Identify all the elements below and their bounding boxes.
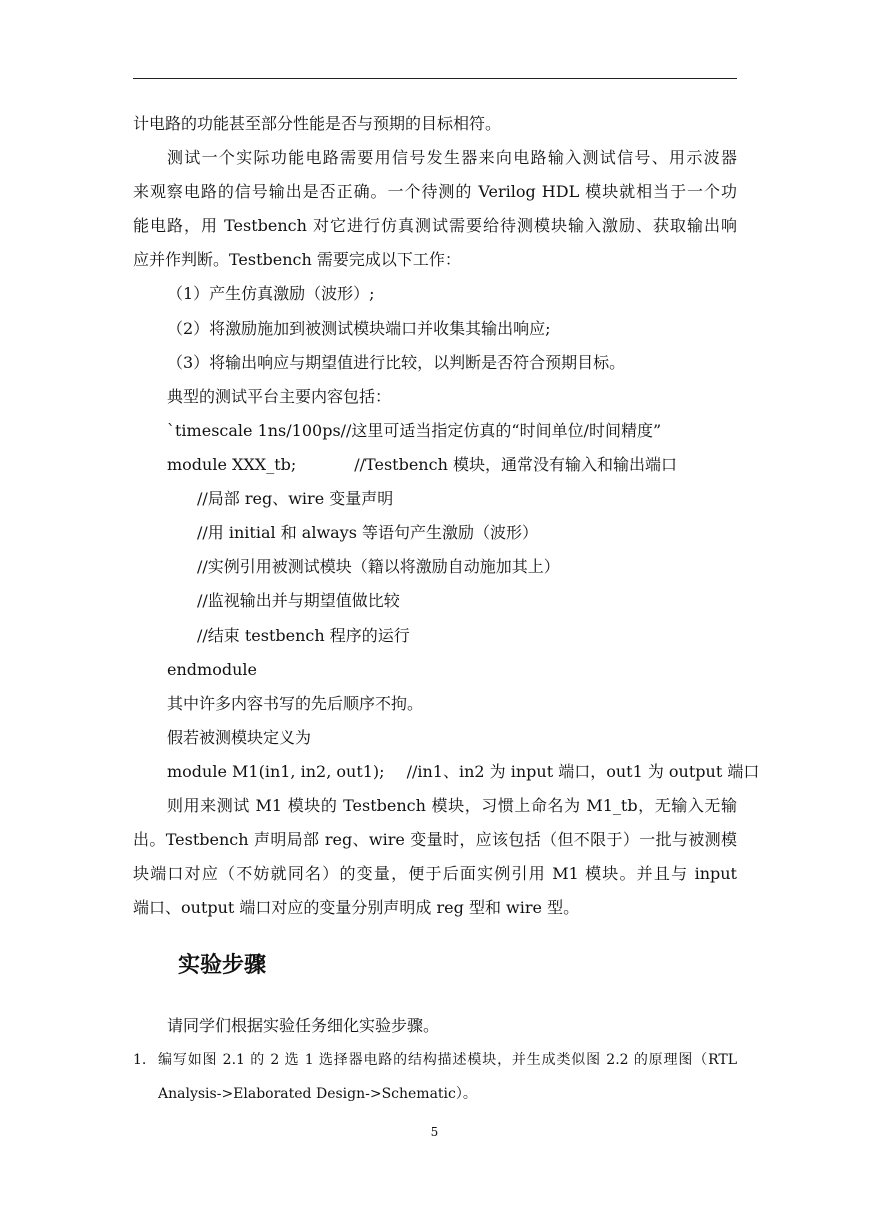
text-line-19: 假若被测模块定义为 — [167, 728, 312, 747]
code-comment-5: //结束 testbench 程序的运行 — [197, 626, 410, 645]
text-line-24: 端口、output 端口对应的变量分别声明成 reg 型和 wire 型。 — [133, 898, 580, 917]
step-1-line-2: Analysis->Elaborated Design->Schematic）。 — [158, 1086, 477, 1102]
code-comment-2: //用 initial 和 always 等语句产生激励（波形） — [197, 523, 539, 542]
section-intro: 请同学们根据实验任务细化实验步骤。 — [167, 1016, 440, 1035]
code-line-timescale: `timescale 1ns/100ps//这里可适当指定仿真的“时间单位/时间精度” — [167, 421, 662, 440]
text-line-18: 其中许多内容书写的先后顺序不拘。 — [167, 694, 424, 713]
code-comment-3: //实例引用被测试模块（籍以将激励自动施加其上） — [197, 557, 560, 576]
code-comment-1: //局部 reg、wire 变量声明 — [197, 489, 394, 508]
code-m1-comment: //in1、in2 为 input 端口，out1 为 output 端口 — [406, 762, 760, 781]
step-1-line-1: 编写如图 2.1 的 2 选 1 选择器电路的结构描述模块，并生成类似图 2.2 的原理图（RTL — [158, 1052, 737, 1068]
text-line-4: 能电路，用 Testbench 对它进行仿真测试需要给待测模块输入激励、获取输出响 — [133, 216, 737, 235]
code-line-module — [167, 455, 771, 475]
text-line-22: 出。Testbench 声明局部 reg、wire 变量时，应该包括（但不限于）一批与被测模 — [133, 830, 737, 849]
list-item-3: （3）将输出响应与期望值进行比较，以判断是否符合预期目标。 — [167, 353, 626, 372]
code-module-comment: //Testbench 模块，通常没有输入和输出端口 — [354, 455, 677, 474]
text-line-9: 典型的测试平台主要内容包括： — [167, 387, 392, 406]
code-m1-decl: module M1(in1, in2, out1); — [167, 762, 385, 781]
text-line-21: 则用来测试 M1 模块的 Testbench 模块，习惯上命名为 M1_tb，无输入无输 — [167, 796, 737, 815]
code-line-m1 — [167, 762, 771, 782]
list-item-2: （2）将激励施加到被测试模块端口并收集其输出响应; — [167, 319, 551, 338]
text-line-2: 测试一个实际功能电路需要用信号发生器来向电路输入测试信号、用示波器 — [167, 148, 737, 167]
text-line-5: 应并作判断。Testbench 需要完成以下工作： — [133, 250, 461, 269]
page-number: 5 — [430, 1125, 439, 1139]
code-line-endmodule: endmodule — [167, 660, 257, 679]
code-module-decl: module XXX_tb; — [167, 455, 297, 474]
code-comment-4: //监视输出并与期望值做比较 — [197, 591, 400, 610]
section-heading: 实验步骤 — [178, 953, 267, 978]
text-line-3: 来观察电路的信号输出是否正确。一个待测的 Verilog HDL 模块就相当于一个功 — [133, 182, 737, 201]
text-line-1: 计电路的功能甚至部分性能是否与预期的目标相符。 — [133, 114, 502, 133]
text-line-23: 块端口对应（不妨就同名）的变量，便于后面实例引用 M1 模块。并且与 input — [133, 864, 737, 883]
list-item-1: （1）产生仿真激励（波形）; — [167, 284, 375, 303]
step-number-1: 1. — [133, 1052, 147, 1068]
header-rule — [133, 78, 737, 79]
